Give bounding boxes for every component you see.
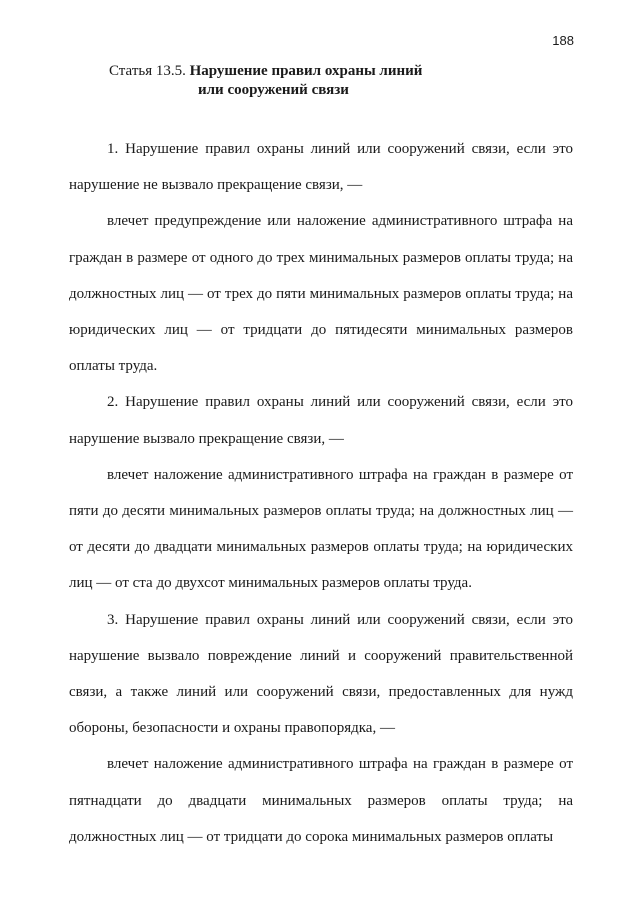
- paragraph-part-3: 3. Нарушение правил охраны линий или сооружений связи, если это нарушение вызвало повреждение линий и сооружений правительственной связи, а также линий или сооружений связи, предоставленных для нужд обороны, безопасности и охраны правопорядка, —: [69, 611, 573, 737]
- article-title-line-2: или сооружений связи: [198, 82, 349, 98]
- paragraph-part-2: 2. Нарушение правил охраны линий или сооружений связи, если это нарушение вызвало прекращение связи, —: [69, 394, 573, 447]
- paragraph-sanction-1: влечет предупреждение или наложение административного штрафа на граждан в размере от одного до трех минимальных размеров оплаты труда; на должностных лиц — от трех до пяти минимальных размеров оплаты труда; на юридических лиц — от тридцати до пятидесяти минимальных размеров оплаты труда.: [69, 213, 573, 375]
- article-title-line-1: Нарушение правил охраны линий: [189, 63, 423, 79]
- paragraph-sanction-2: влечет наложение административного штрафа на граждан в размере от пяти до десяти минимальных размеров оплаты труда; на должностных лиц — от десяти до двадцати минимальных размеров оплаты труда; на юридических лиц — от ста до двухсот минимальных размеров оплаты труда.: [69, 466, 573, 592]
- paragraph-sanction-3: влечет наложение административного штрафа на граждан в размере от пятнадцати до двадцати минимальных размеров оплаты труда; на должностных лиц — от тридцати до сорока минимальных размеров оплаты: [69, 756, 573, 845]
- page-number: 188: [552, 33, 574, 48]
- article-number: Статья 13.5.: [109, 63, 186, 79]
- article-body: [69, 131, 573, 855]
- paragraph-part-1: 1. Нарушение правил охраны линий или сооружений связи, если это нарушение не вызвало прекращение связи, —: [69, 141, 573, 194]
- article-heading: [109, 62, 509, 100]
